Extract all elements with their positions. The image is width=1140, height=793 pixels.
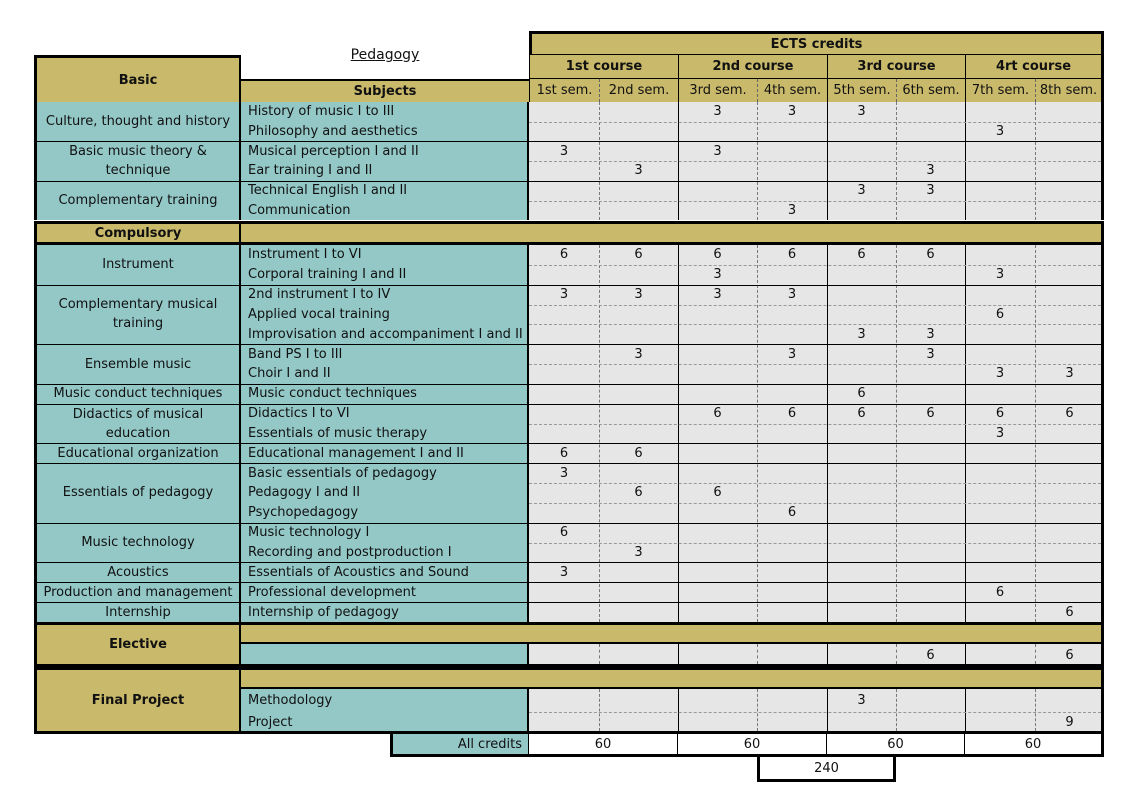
basic-header: Basic: [34, 55, 241, 102]
compulsory-group: Acoustics: [107, 564, 169, 580]
credit-value: 3: [926, 183, 935, 199]
credit-value: 3: [559, 287, 569, 303]
credit-value: 3: [713, 287, 722, 303]
subject-name: Corporal training I and II: [248, 267, 407, 283]
group-divider: [34, 404, 241, 405]
compulsory-group: Didactics of musical education: [72, 406, 204, 441]
compulsory-bar: [241, 221, 1104, 245]
group-divider: [529, 344, 1104, 345]
credit-value: 6: [926, 648, 935, 663]
subject-name: Musical perception I and II: [248, 143, 419, 159]
compulsory-group: Educational organization: [57, 445, 219, 461]
subject-name: Methodology: [248, 692, 333, 708]
credit-value: 3: [634, 163, 643, 179]
group-divider: [529, 463, 1104, 464]
credit-value: 3: [634, 287, 643, 303]
credit-value: 9: [1065, 715, 1074, 731]
course-header: 1st course: [529, 55, 678, 79]
credit-value: 6: [787, 505, 797, 521]
credit-value: 3: [787, 104, 797, 120]
subject-name: Project: [248, 715, 293, 731]
group-divider: [241, 562, 529, 563]
semester-header: 7th sem.: [965, 79, 1035, 102]
group-divider: [241, 443, 529, 444]
semester-header: 8th sem.: [1035, 79, 1104, 102]
subject-name: Band PS I to III: [248, 346, 343, 362]
group-divider: [34, 181, 241, 182]
credit-value: 3: [995, 425, 1005, 441]
subject-name: Instrument I to VI: [248, 247, 362, 263]
credit-value: 3: [995, 366, 1005, 382]
ects-header: ECTS credits: [529, 31, 1104, 55]
final-project-bar: [241, 667, 1104, 689]
subject-name: Choir I and II: [248, 366, 331, 382]
group-divider: [241, 384, 529, 385]
credit-value: 3: [787, 346, 797, 362]
grand-total: 240: [757, 757, 896, 782]
course-header: 4rt course: [965, 55, 1104, 79]
credit-value: 6: [634, 485, 643, 501]
credit-value: 3: [857, 183, 866, 199]
semester-header: 4th sem.: [757, 79, 827, 102]
credit-value: 3: [713, 143, 722, 159]
group-divider: [529, 523, 1104, 524]
credit-value: 3: [559, 564, 569, 580]
credit-value: 3: [857, 326, 866, 342]
semester-header: 1st sem.: [529, 79, 599, 102]
compulsory-group: Essentials of pedagogy: [62, 485, 214, 501]
group-divider: [241, 602, 529, 603]
credit-value: 3: [1065, 366, 1074, 382]
subject-name: Educational management I and II: [248, 445, 464, 461]
credit-value: 3: [857, 104, 866, 120]
credit-value: 6: [787, 406, 797, 422]
group-divider: [529, 384, 1104, 385]
group-divider: [34, 582, 241, 583]
credit-value: 6: [713, 406, 722, 422]
semester-header: 5th sem.: [827, 79, 896, 102]
semester-header: 2nd sem.: [599, 79, 678, 102]
group-divider: [34, 523, 241, 524]
compulsory-group: Complementary musical training: [58, 297, 218, 332]
subjects-header: Subjects: [241, 79, 529, 102]
semester-header: 6th sem.: [896, 79, 965, 102]
credit-value: 6: [559, 445, 569, 461]
subject-name: Psychopedagogy: [248, 505, 359, 521]
credit-value: 6: [995, 584, 1005, 600]
credit-value: 3: [559, 465, 569, 481]
credit-value: 3: [926, 346, 935, 362]
credit-value: 6: [634, 247, 643, 263]
elective-grid: [529, 644, 1104, 667]
group-divider: [34, 463, 241, 464]
group-divider: [34, 285, 241, 286]
credit-value: 6: [926, 247, 935, 263]
basic-group: Complementary training: [58, 192, 218, 208]
credit-value: 3: [713, 267, 722, 283]
group-divider: [529, 181, 1104, 182]
subject-name: Essentials of Acoustics and Sound: [248, 564, 469, 580]
credit-value: 6: [1065, 406, 1074, 422]
final-grid: [529, 689, 1104, 734]
credit-value: 3: [926, 163, 935, 179]
credit-value: 6: [857, 386, 866, 402]
course-header: 2nd course: [678, 55, 827, 79]
subject-name: Technical English I and II: [248, 183, 408, 199]
group-divider: [241, 344, 529, 345]
credit-value: 6: [995, 306, 1005, 322]
group-divider: [529, 443, 1104, 444]
subject-name: Music conduct techniques: [248, 386, 417, 402]
credit-value: 6: [713, 485, 722, 501]
credit-value: 6: [926, 406, 935, 422]
group-divider: [34, 344, 241, 345]
compulsory-group: Internship: [105, 604, 171, 620]
compulsory-group: Production and management: [43, 584, 233, 600]
compulsory-header: Compulsory: [34, 221, 241, 245]
group-divider: [241, 285, 529, 286]
final-project-header: Final Project: [34, 667, 241, 734]
subject-name: Essentials of music therapy: [248, 425, 428, 441]
subject-name: Internship of pedagogy: [248, 604, 399, 620]
group-divider: [529, 582, 1104, 583]
credit-value: 3: [634, 346, 643, 362]
credit-value: 6: [559, 247, 569, 263]
group-divider: [529, 285, 1104, 286]
subject-name: Philosophy and aesthetics: [248, 124, 418, 140]
credit-value: 3: [787, 287, 797, 303]
basic-group: Culture, thought and history: [45, 114, 231, 130]
subject-name: Music technology I: [248, 525, 370, 541]
compulsory-group: Ensemble music: [84, 356, 192, 372]
group-divider: [34, 602, 241, 603]
group-divider: [241, 404, 529, 405]
group-divider: [529, 141, 1104, 142]
group-divider: [241, 463, 529, 464]
credit-value: 3: [926, 326, 935, 342]
compulsory-group: Music conduct techniques: [53, 386, 223, 402]
course-total: 60: [529, 734, 678, 757]
elective-header: Elective: [34, 622, 241, 667]
credit-value: 3: [713, 104, 722, 120]
credit-value: 6: [995, 406, 1005, 422]
subject-name: Pedagogy I and II: [248, 485, 361, 501]
page-title: Pedagogy: [350, 47, 420, 63]
credit-value: 3: [559, 143, 569, 159]
elective-bar: [241, 622, 1104, 644]
credit-value: 6: [634, 445, 643, 461]
subject-name: Didactics I to VI: [248, 406, 350, 422]
subject-name: Recording and postproduction I: [248, 545, 452, 560]
credit-value: 3: [857, 692, 866, 708]
subject-name: 2nd instrument I to IV: [248, 287, 391, 303]
credit-value: 3: [995, 267, 1005, 283]
group-divider: [34, 443, 241, 444]
group-divider: [34, 562, 241, 563]
group-divider: [529, 562, 1104, 563]
credit-value: 6: [1065, 648, 1074, 663]
credit-value: 6: [857, 406, 866, 422]
credit-value: 6: [857, 247, 866, 263]
subject-name: Applied vocal training: [248, 306, 390, 322]
course-total: 60: [827, 734, 965, 757]
compulsory-group: Music technology: [81, 535, 195, 551]
course-header: 3rd course: [827, 55, 965, 79]
credit-value: 6: [713, 247, 722, 263]
all-credits-label: All credits: [390, 734, 529, 757]
subject-name: Communication: [248, 202, 351, 218]
group-divider: [34, 384, 241, 385]
subject-name: Basic essentials of pedagogy: [248, 465, 437, 481]
basic-group: Basic music theory & technique: [69, 144, 207, 179]
subject-name: Professional development: [248, 584, 417, 600]
course-total: 60: [965, 734, 1104, 757]
group-divider: [529, 404, 1104, 405]
credit-value: 3: [634, 545, 643, 560]
group-divider: [241, 141, 529, 142]
credit-value: 3: [995, 124, 1005, 140]
group-divider: [529, 602, 1104, 603]
subject-name: History of music I to III: [248, 104, 395, 120]
credit-value: 6: [559, 525, 569, 541]
compulsory-group: Instrument: [102, 257, 174, 273]
credit-value: 3: [787, 202, 797, 218]
group-divider: [34, 141, 241, 142]
subject-name: Ear training I and II: [248, 163, 373, 179]
credit-value: 6: [787, 247, 797, 263]
group-divider: [241, 181, 529, 182]
group-divider: [241, 523, 529, 524]
course-total: 60: [678, 734, 827, 757]
group-divider: [241, 582, 529, 583]
credit-value: 6: [1065, 604, 1074, 620]
subject-name: Improvisation and accompaniment I and II: [248, 326, 523, 342]
elective-subject: [241, 644, 529, 667]
semester-header: 3rd sem.: [678, 79, 757, 102]
